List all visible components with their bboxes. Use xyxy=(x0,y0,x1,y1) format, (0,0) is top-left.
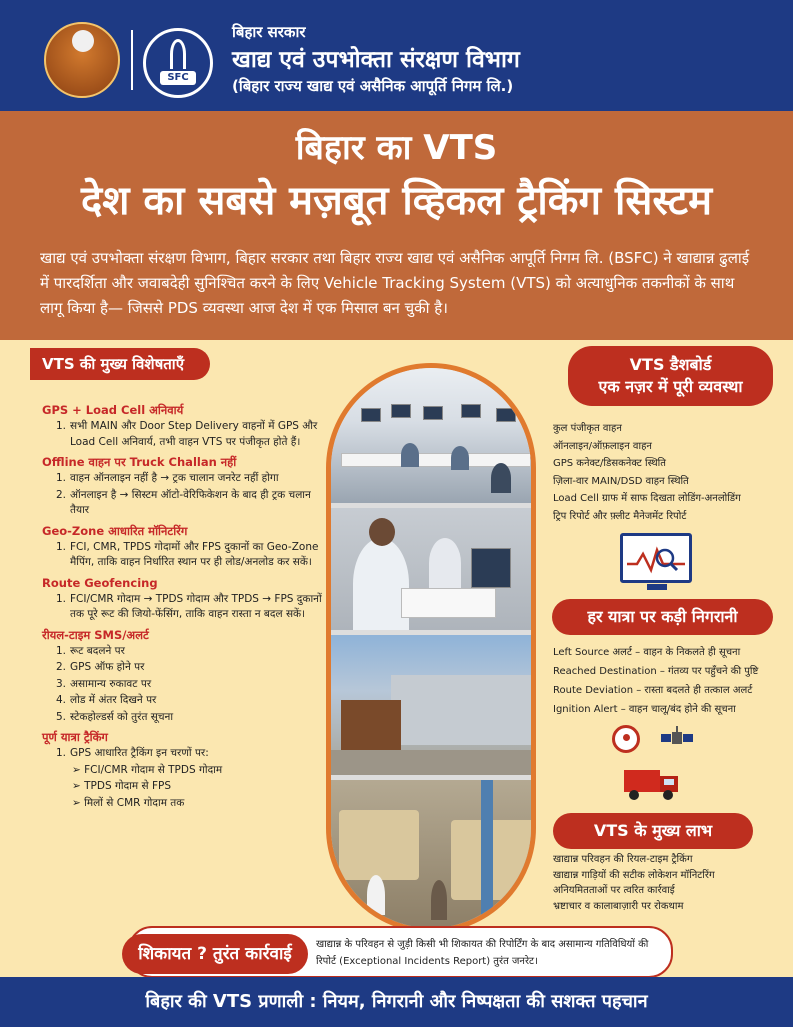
feature-item xyxy=(30,660,330,676)
feature-item-text: लोड में अंतर दिखने पर xyxy=(70,694,157,706)
sfc-logo-icon xyxy=(143,28,213,98)
header-divider xyxy=(131,30,133,90)
dashboard-item: ट्रिप रिपोर्ट और फ़्लीट मैनेजमेंट रिपोर्ट xyxy=(553,510,687,522)
feature-item xyxy=(30,746,330,762)
department-seal-icon xyxy=(44,22,120,98)
feature-item-text: ऑनलाइन है → सिस्टम ऑटो-वेरिफिकेशन के बाद ही ट्रक चलान तैयार xyxy=(70,488,311,516)
feature-item-text: सभी MAIN और Door Step Delivery वाहनों में GPS और Load Cell अनिवार्य, तभी वाहन VTS पर पंजीकृत होते हैं। xyxy=(70,420,318,448)
title-line1: बिहार का VTS xyxy=(295,128,498,168)
features-list xyxy=(30,398,330,811)
dashboard-item: GPS कनेक्ट/डिसकनेक्ट स्थिति xyxy=(553,458,666,469)
benefit-item: अनियमितताओं पर त्वरित कार्रवाई xyxy=(553,885,675,896)
benefit-item: खाद्यान्न परिवहन की रियल-टाइम ट्रैकिंग xyxy=(553,854,693,865)
feature-item xyxy=(30,471,330,487)
feature-item-number: 2. xyxy=(56,661,67,673)
dashboard-item: ज़िला-वार MAIN/DSD वाहन स्थिति xyxy=(553,475,689,487)
photo-collage xyxy=(326,363,536,933)
monitoring-item: Ignition Alert – वाहन चालू/बंद होने की सूचना xyxy=(553,704,736,715)
godown-sacks-photo xyxy=(331,780,536,933)
location-pin-icon xyxy=(612,725,640,753)
feature-item-number: 1. xyxy=(56,540,67,553)
feature-section-title: रीयल-टाइम SMS/अलर्ट xyxy=(42,627,149,642)
monitoring-item: Reached Destination – गंतव्य पर पहुँचने की पुष्टि xyxy=(553,666,759,677)
complaint-text: खाद्यान्न के परिवहन से जुड़ी किसी भी शिकायत की रिपोर्टिंग के बाद असामान्य गतिविधियों की रिपोर्ट (Exceptional Incidents Report) तुरंत जनरेट। xyxy=(316,939,649,967)
dashboard-list xyxy=(553,420,793,525)
feature-item xyxy=(30,488,330,519)
feature-item xyxy=(30,693,330,709)
dashboard-heading-line1: VTS डैशबोर्ड xyxy=(629,355,712,374)
footer xyxy=(0,977,793,1027)
feature-item-text: FCI/CMR गोदाम → TPDS गोदाम और TPDS → FPS दुकानों तक पूरे रूट की जियो-फेंसिंग, ताकि वाहन रास्ता न बदल सकें। xyxy=(70,592,322,620)
feature-item xyxy=(30,592,330,623)
feature-item-number: 5. xyxy=(56,710,67,723)
feature-item xyxy=(30,540,330,571)
feature-subitem: ➢ TPDS गोदाम से FPS xyxy=(72,780,171,792)
feature-item-number: 1. xyxy=(56,472,67,484)
satellite-icon xyxy=(660,726,694,750)
dashboard-heading xyxy=(568,346,773,406)
govt-name: बिहार सरकार xyxy=(232,23,306,41)
truck-icon xyxy=(624,766,680,802)
feature-section-title: GPS + Load Cell अनिवार्य xyxy=(42,403,184,417)
sfc-logo-text: SFC xyxy=(160,71,196,85)
feature-item xyxy=(30,419,330,450)
title-band xyxy=(0,111,793,340)
control-room-photo xyxy=(331,368,536,503)
monitoring-item: Left Source अलर्ट – वाहन के निकलते ही सूचना xyxy=(553,647,741,658)
feature-item-text: GPS ऑफ होने पर xyxy=(70,661,145,673)
department-name: खाद्य एवं उपभोक्ता संरक्षण विभाग xyxy=(232,47,520,73)
feature-item-number: 1. xyxy=(56,747,67,759)
feature-item-number: 1. xyxy=(56,592,67,605)
dashboard-item: Load Cell ग्राफ में साफ दिखता लोडिंग-अनलोडिंग xyxy=(553,493,741,504)
feature-item xyxy=(30,644,330,660)
benefits-heading: VTS के मुख्य लाभ xyxy=(553,813,753,849)
complaint-label: शिकायत ? तुरंत कार्रवाई xyxy=(122,934,308,974)
feature-subitem: ➢ FCI/CMR गोदाम से TPDS गोदाम xyxy=(72,763,223,776)
feature-section-title: पूर्ण यात्रा ट्रैकिंग xyxy=(42,730,108,744)
monitoring-item: Route Deviation – रास्ता बदलते ही तत्काल अलर्ट xyxy=(553,685,753,696)
feature-item xyxy=(30,677,330,693)
feature-item-number: 4. xyxy=(56,694,67,706)
feature-item-text: वाहन ऑनलाइन नहीं है → ट्रक चालान जनरेट नहीं होगा xyxy=(70,472,279,484)
monitoring-heading: हर यात्रा पर कड़ी निगरानी xyxy=(552,599,773,635)
feature-section-title: Geo-Zone आधारित मॉनिटरिंग xyxy=(42,523,188,538)
benefits-list xyxy=(553,852,793,914)
title-line2: देश का सबसे मज़बूत व्हिकल ट्रैकिंग सिस्टम xyxy=(80,178,713,224)
feature-item-text: FCI, CMR, TPDS गोदामों और FPS दुकानों का Geo-Zone मैपिंग, ताकि वाहन निर्धारित स्थान पर ही लोड/अनलोड कर सकें। xyxy=(70,540,319,568)
feature-item-number: 1. xyxy=(56,420,67,432)
feature-item-text: रूट बदलने पर xyxy=(70,644,125,657)
monitor-chart-icon xyxy=(620,533,692,583)
feature-subitem: ➢ मिलों से CMR गोदाम तक xyxy=(72,796,185,809)
feature-section-title: Offline वाहन पर Truck Challan नहीं xyxy=(42,455,237,469)
feature-item-text: स्टेकहोल्डर्स को तुरंत सूचना xyxy=(70,710,174,723)
benefit-item: भ्रष्टाचार व कालाबाज़ारी पर रोकथाम xyxy=(553,900,684,912)
feature-section-title: Route Geofencing xyxy=(42,575,158,590)
operator-photo xyxy=(331,508,536,630)
dashboard-item: कुल पंजीकृत वाहन xyxy=(553,423,622,434)
warehouse-truck-photo xyxy=(331,635,536,775)
feature-item-text: GPS आधारित ट्रैकिंग इन चरणों पर: xyxy=(70,747,209,759)
monitoring-list xyxy=(553,643,793,719)
feature-item-text: असामान्य रुकावट पर xyxy=(70,677,152,690)
dashboard-heading-line2: एक नज़र में पूरी व्यवस्था xyxy=(598,377,743,396)
intro-paragraph: खाद्य एवं उपभोक्ता संरक्षण विभाग, बिहार सरकार तथा बिहार राज्य खाद्य एवं असैनिक आपूर्ति निगम लि. (BSFC) ने खाद्यान्न ढुलाई में पारदर्शिता और जवाबदेही सुनिश्चित करने के लिए Vehicle Tracking System (VTS) को अत्याधुनिक तकनीकों के साथ लागू किया है— जिससे PDS व्यवस्था आज देश में एक मिसाल बन चुकी है। xyxy=(40,249,750,317)
footer-tagline: बिहार की VTS प्रणाली : नियम, निगरानी और निष्पक्षता की सशक्त पहचान xyxy=(145,991,648,1012)
benefit-item: खाद्यान्न गाड़ियों की सटीक लोकेशन मॉनिटरिंग xyxy=(553,869,715,881)
features-heading: VTS की मुख्य विशेषताएँ xyxy=(30,348,210,380)
header xyxy=(0,0,793,111)
feature-item-number: 3. xyxy=(56,677,67,690)
corporation-name: (बिहार राज्य खाद्य एवं असैनिक आपूर्ति निगम लि.) xyxy=(232,77,514,95)
feature-item-number: 2. xyxy=(56,488,67,501)
feature-item-number: 1. xyxy=(56,644,67,657)
dashboard-item: ऑनलाइन/ऑफ़लाइन वाहन xyxy=(553,440,652,452)
feature-item xyxy=(30,710,330,726)
